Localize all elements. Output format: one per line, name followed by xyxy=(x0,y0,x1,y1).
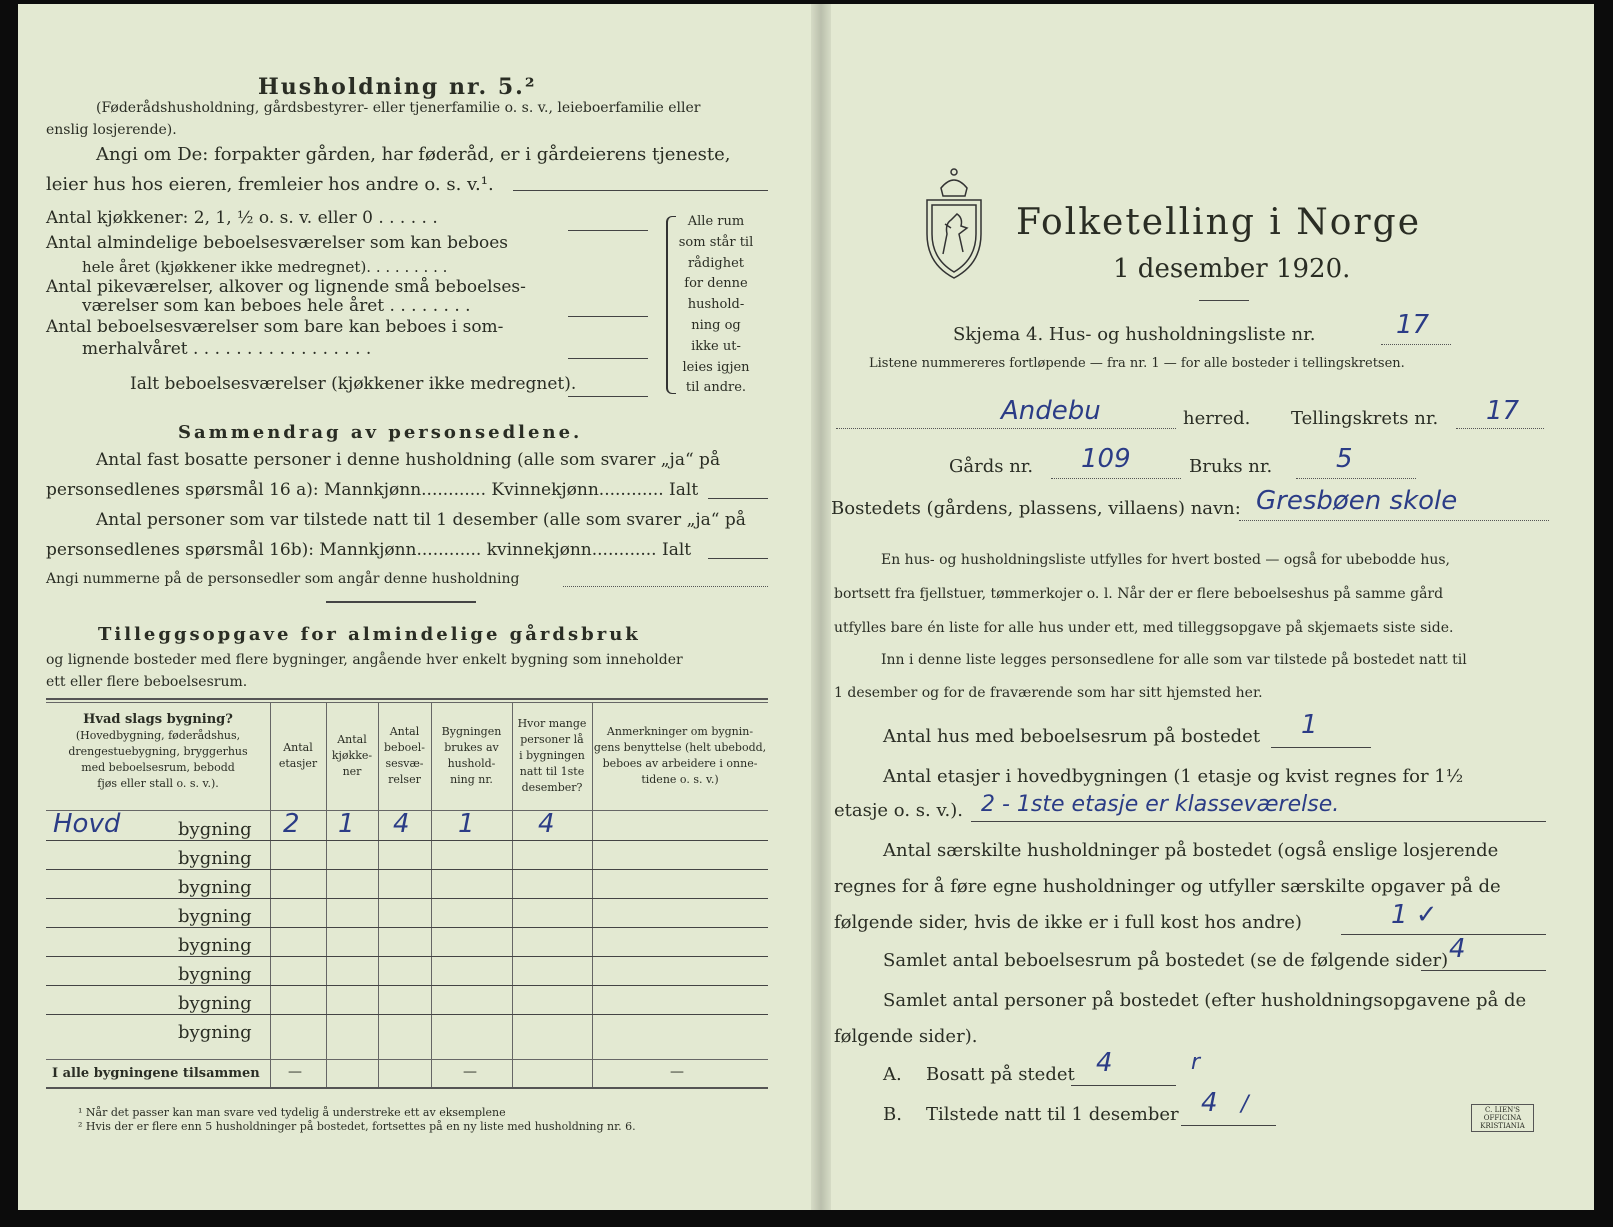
brace-note-line: for denne xyxy=(684,276,748,292)
section-divider xyxy=(326,601,476,603)
pikevaerelser-answer-line xyxy=(568,316,648,317)
ialt-fast-line xyxy=(708,498,768,499)
instruction-3: utfylles bare én liste for alle hus under ett, med tilleggsopgave på skjemaets siste side. xyxy=(834,620,1454,636)
samlet-personer-line-1: Samlet antal personer på bostedet (efter husholdningsopgavene på de xyxy=(883,990,1527,1011)
row-line xyxy=(46,1014,768,1015)
angi-answer-line xyxy=(513,190,768,191)
brace-note-line: ikke ut- xyxy=(691,338,741,354)
sammendrag-title: Sammendrag av personsedlene. xyxy=(178,422,583,443)
instruction-2: bortsett fra fjellstuer, tømmerkojer o. l. Når der er flere beboelseshus på samme gård xyxy=(834,586,1444,602)
table-total-top xyxy=(46,1059,768,1060)
row-kjokkener: 1 xyxy=(338,809,355,839)
title-divider xyxy=(1199,300,1249,301)
ialt-rooms: Ialt beboelsesværelser (kjøkkener ikke medregnet). xyxy=(130,374,577,394)
header-line: etasjer xyxy=(278,757,318,770)
table-top-rule xyxy=(46,698,768,700)
rooms-line-7: merhalvåret . . . . . . . . . . . . . . . . . xyxy=(82,339,372,359)
row-line xyxy=(46,956,768,957)
bruks-label: Bruks nr. xyxy=(1189,456,1273,477)
samlet-rum-label: Samlet antal beboelsesrum på bostedet (se de følgende sider) xyxy=(883,950,1449,971)
row-label: bygning xyxy=(178,819,252,840)
header-husholdning xyxy=(431,724,512,788)
census-sheet xyxy=(18,4,1594,1210)
tellingskrets-value: 17 xyxy=(1486,396,1520,426)
kjokkener-answer-line xyxy=(568,230,648,231)
total-label: I alle bygningene tilsammen xyxy=(52,1066,260,1081)
bosatt-answer-line xyxy=(1071,1085,1176,1086)
header-personer xyxy=(512,716,592,796)
row-vaerelser: 4 xyxy=(393,809,410,839)
row-line xyxy=(46,898,768,899)
tillegg-title: Tilleggsopgave for almindelige gårdsbruk xyxy=(98,624,641,645)
row-line xyxy=(46,927,768,928)
bruks-answer-line xyxy=(1296,478,1416,479)
header-line: i bygningen xyxy=(519,749,585,762)
tilstede-label: Tilstede natt til 1 desember xyxy=(926,1104,1179,1125)
intro-line-1: (Føderådshusholdning, gårdsbestyrer- eller tjenerfamilie o. s. v., leieboerfamilie eller xyxy=(96,100,701,116)
header-anmerkninger xyxy=(592,724,768,788)
header-line: ner xyxy=(342,765,362,778)
row-label: bygning xyxy=(178,848,252,869)
header-line: beboes av arbeidere i onne- xyxy=(602,757,758,770)
footnote-1: ¹ Når det passer kan man svare ved tydelig å understreke ett av eksemplene xyxy=(78,1106,506,1119)
header-line: Anmerkninger om bygnin- xyxy=(606,725,754,738)
tellingskrets-answer-line xyxy=(1456,428,1544,429)
row-label: bygning xyxy=(178,964,252,985)
page-fold xyxy=(811,4,831,1210)
herred-value: Andebu xyxy=(1001,396,1101,426)
skjema-answer-line xyxy=(1381,344,1451,345)
brace-note-line: hushold- xyxy=(687,297,745,313)
row-label: bygning xyxy=(178,1022,252,1043)
sammendrag-line-1: Antal fast bosatte personer i denne husholdning (alle som svarer „ja“ på xyxy=(96,450,721,470)
tilstede-mark: / xyxy=(1241,1092,1249,1117)
right-page xyxy=(831,4,1594,1210)
header-bygning xyxy=(46,712,270,792)
antal-hus-label: Antal hus med beboelsesrum på bostedet xyxy=(883,726,1261,747)
printer-stamp: C. LIEN'S OFFICINA KRISTIANIA xyxy=(1471,1104,1534,1132)
intro-line-2: enslig losjerende). xyxy=(46,122,177,138)
rooms-line-2: Antal almindelige beboelsesværelser som kan beboes xyxy=(46,233,508,253)
header-line: hushold- xyxy=(447,757,496,770)
total-etasjer: — xyxy=(288,1064,302,1080)
brace xyxy=(666,216,676,394)
table-bottom-rule xyxy=(46,1087,768,1089)
row-line xyxy=(46,840,768,841)
header-line: relser xyxy=(388,773,421,786)
row-label: bygning xyxy=(178,993,252,1014)
rooms-line-1: Antal kjøkkener: 2, 1, ½ o. s. v. eller 0 . . . . . . xyxy=(46,208,438,228)
rooms-line-3: hele året (kjøkkener ikke medregnet). . . . . . . . . xyxy=(82,258,448,276)
header-line: tidene o. s. v.) xyxy=(641,773,719,786)
bosatt-letter: A. xyxy=(883,1064,902,1085)
header-line: Antal xyxy=(283,741,313,754)
brace-note-line: ning og xyxy=(691,317,741,333)
bosatt-value: 4 xyxy=(1096,1048,1113,1078)
header-line: drengestuebygning, bryggerhus xyxy=(68,745,248,758)
listene-note: Listene nummereres fortløpende — fra nr. 1 — for alle bosteder i tellingskretsen. xyxy=(869,356,1405,371)
row-line xyxy=(46,869,768,870)
etasjer-answer-line xyxy=(971,821,1546,822)
tillegg-line-1: og lignende bosteder med flere bygninger, angående hver enkelt bygning som inneholder xyxy=(46,652,683,668)
brace-note-line: som står til xyxy=(678,234,754,250)
tillegg-line-2: ett eller flere beboelsesrum. xyxy=(46,674,248,690)
sammendrag-line-3: Antal personer som var tilstede natt til 1 desember (alle som svarer „ja“ på xyxy=(96,510,746,530)
brace-note-line: til andre. xyxy=(685,380,747,396)
header-line: desember? xyxy=(521,781,583,794)
sommer-answer-line xyxy=(568,358,648,359)
bostedets-answer-line xyxy=(1239,520,1549,521)
sammendrag-line-4: personsedlenes spørsmål 16b): Mannkjønn............ kvinnekjønn............ Ialt xyxy=(46,540,692,560)
form-date: 1 desember 1920. xyxy=(1113,254,1351,284)
instruction-1: En hus- og husholdningsliste utfylles for hvert bosted — også for ubebodde hus, xyxy=(881,552,1450,568)
total-anmerkninger: — xyxy=(670,1064,684,1080)
etasjer-line-1: Antal etasjer i hovedbygningen (1 etasje og kvist regnes for 1½ xyxy=(883,766,1464,787)
samlet-personer-line-2: følgende sider). xyxy=(834,1026,978,1047)
total-husholdning: — xyxy=(463,1064,477,1080)
header-line: brukes av xyxy=(444,741,499,754)
row-label: bygning xyxy=(178,877,252,898)
gards-value: 109 xyxy=(1081,444,1131,474)
row-label: bygning xyxy=(178,935,252,956)
bostedets-value: Gresbøen skole xyxy=(1256,486,1458,516)
rooms-line-6: Antal beboelsesværelser som bare kan beboes i som- xyxy=(46,317,504,337)
angi-nummerne: Angi nummerne på de personsedler som angår denne husholdning xyxy=(46,571,520,587)
husholdninger-line-3: følgende sider, hvis de ikke er i full kost hos andre) xyxy=(834,912,1302,933)
rooms-line-4: Antal pikeværelser, alkover og lignende små beboelses- xyxy=(46,277,526,297)
header-line: gens benyttelse (helt ubebodd, xyxy=(593,741,767,754)
header-line: med beboelsesrum, bebodd xyxy=(81,761,235,774)
coat-of-arms-icon xyxy=(923,164,985,282)
form-title: Folketelling i Norge xyxy=(1016,202,1421,243)
left-page xyxy=(18,4,811,1210)
brace-note-line: leies igjen xyxy=(682,359,750,375)
herred-answer-line xyxy=(836,428,1176,429)
skjema-value: 17 xyxy=(1396,310,1430,340)
row-line xyxy=(46,985,768,986)
bosatt-mark: r xyxy=(1191,1050,1201,1075)
angi-nummerne-line xyxy=(563,586,768,587)
header-line: ning nr. xyxy=(450,773,493,786)
tilstede-answer-line xyxy=(1181,1125,1276,1126)
header-line: Hvor mange xyxy=(517,717,587,730)
ialt-tilstede-line xyxy=(708,558,768,559)
row-label: bygning xyxy=(178,906,252,927)
husholdninger-answer-line xyxy=(1341,934,1546,935)
header-vaerelser xyxy=(378,724,431,788)
household-title: Husholdning nr. 5.² xyxy=(258,74,537,100)
husholdninger-line-2: regnes for å føre egne husholdninger og utfyller særskilte opgaver på de xyxy=(834,876,1501,897)
instruction-4: Inn i denne liste legges personsedlene for alle som var tilstede på bostedet natt til xyxy=(881,652,1467,668)
row-etasjer: 2 xyxy=(283,809,300,839)
samlet-rum-value: 4 xyxy=(1449,934,1466,964)
header-line: Hvad slags bygning? xyxy=(83,712,233,727)
samlet-rum-answer-line xyxy=(1421,970,1546,971)
brace-note-line: rådighet xyxy=(687,255,745,271)
tellingskrets-label: Tellingskrets nr. xyxy=(1291,408,1439,429)
header-etasjer xyxy=(270,740,326,772)
tilstede-letter: B. xyxy=(883,1104,902,1125)
tilstede-value: 4 xyxy=(1201,1088,1218,1118)
rooms-line-5: værelser som kan beboes hele året . . . . . . . . xyxy=(82,296,471,316)
header-line: Antal xyxy=(337,733,367,746)
header-line: beboel- xyxy=(384,741,425,754)
header-line: natt til 1ste xyxy=(519,765,585,778)
husholdninger-line-1: Antal særskilte husholdninger på bostedet (også enslige losjerende xyxy=(883,840,1499,861)
instruction-5: 1 desember og for de fraværende som har sitt hjemsted her. xyxy=(834,685,1263,701)
table-top-rule-2 xyxy=(46,702,768,703)
sammendrag-line-2: personsedlenes spørsmål 16 a): Mannkjønn............ Kvinnekjønn............ Ialt xyxy=(46,480,699,500)
bostedets-label: Bostedets (gårdens, plassens, villaens) navn: xyxy=(831,498,1241,519)
bosatt-label: Bosatt på stedet xyxy=(926,1064,1075,1085)
header-kjokkener xyxy=(326,732,378,780)
header-line: sesvæ- xyxy=(385,757,424,770)
antal-hus-answer-line xyxy=(1271,747,1371,748)
header-line: kjøkke- xyxy=(331,749,373,762)
antal-hus-value: 1 xyxy=(1301,710,1318,740)
gards-answer-line xyxy=(1051,478,1181,479)
row-husholdning: 1 xyxy=(458,809,475,839)
gards-label: Gårds nr. xyxy=(949,456,1034,477)
header-line: Bygningen xyxy=(441,725,502,738)
header-line: (Hovedbygning, føderådshus, xyxy=(75,729,241,742)
row-personer: 4 xyxy=(538,809,555,839)
header-line: personer lå xyxy=(520,733,584,746)
angi-line-1: Angi om De: forpakter gården, har føderåd, er i gårdeierens tjeneste, xyxy=(96,144,731,165)
ialt-rooms-answer-line xyxy=(568,396,648,397)
herred-label: herred. xyxy=(1183,408,1251,429)
brace-note xyxy=(676,212,756,399)
etasjer-value: 2 - 1ste etasje er klasseværelse. xyxy=(981,792,1340,817)
skjema-label: Skjema 4. Hus- og husholdningsliste nr. xyxy=(953,324,1316,345)
header-line: fjøs eller stall o. s. v.). xyxy=(97,777,219,790)
etasjer-line-2: etasje o. s. v.). xyxy=(834,800,963,821)
angi-line-2: leier hus hos eieren, fremleier hos andre o. s. v.¹. xyxy=(46,174,494,195)
header-line: Antal xyxy=(389,725,420,738)
brace-note-line: Alle rum xyxy=(687,214,745,229)
husholdninger-value: 1 ✓ xyxy=(1391,900,1438,930)
row-type: Hovd xyxy=(53,809,121,839)
footnote-2: ² Hvis der er flere enn 5 husholdninger på bostedet, fortsettes på en ny liste med husholdning nr. 6. xyxy=(78,1120,636,1133)
bruks-value: 5 xyxy=(1336,444,1353,474)
